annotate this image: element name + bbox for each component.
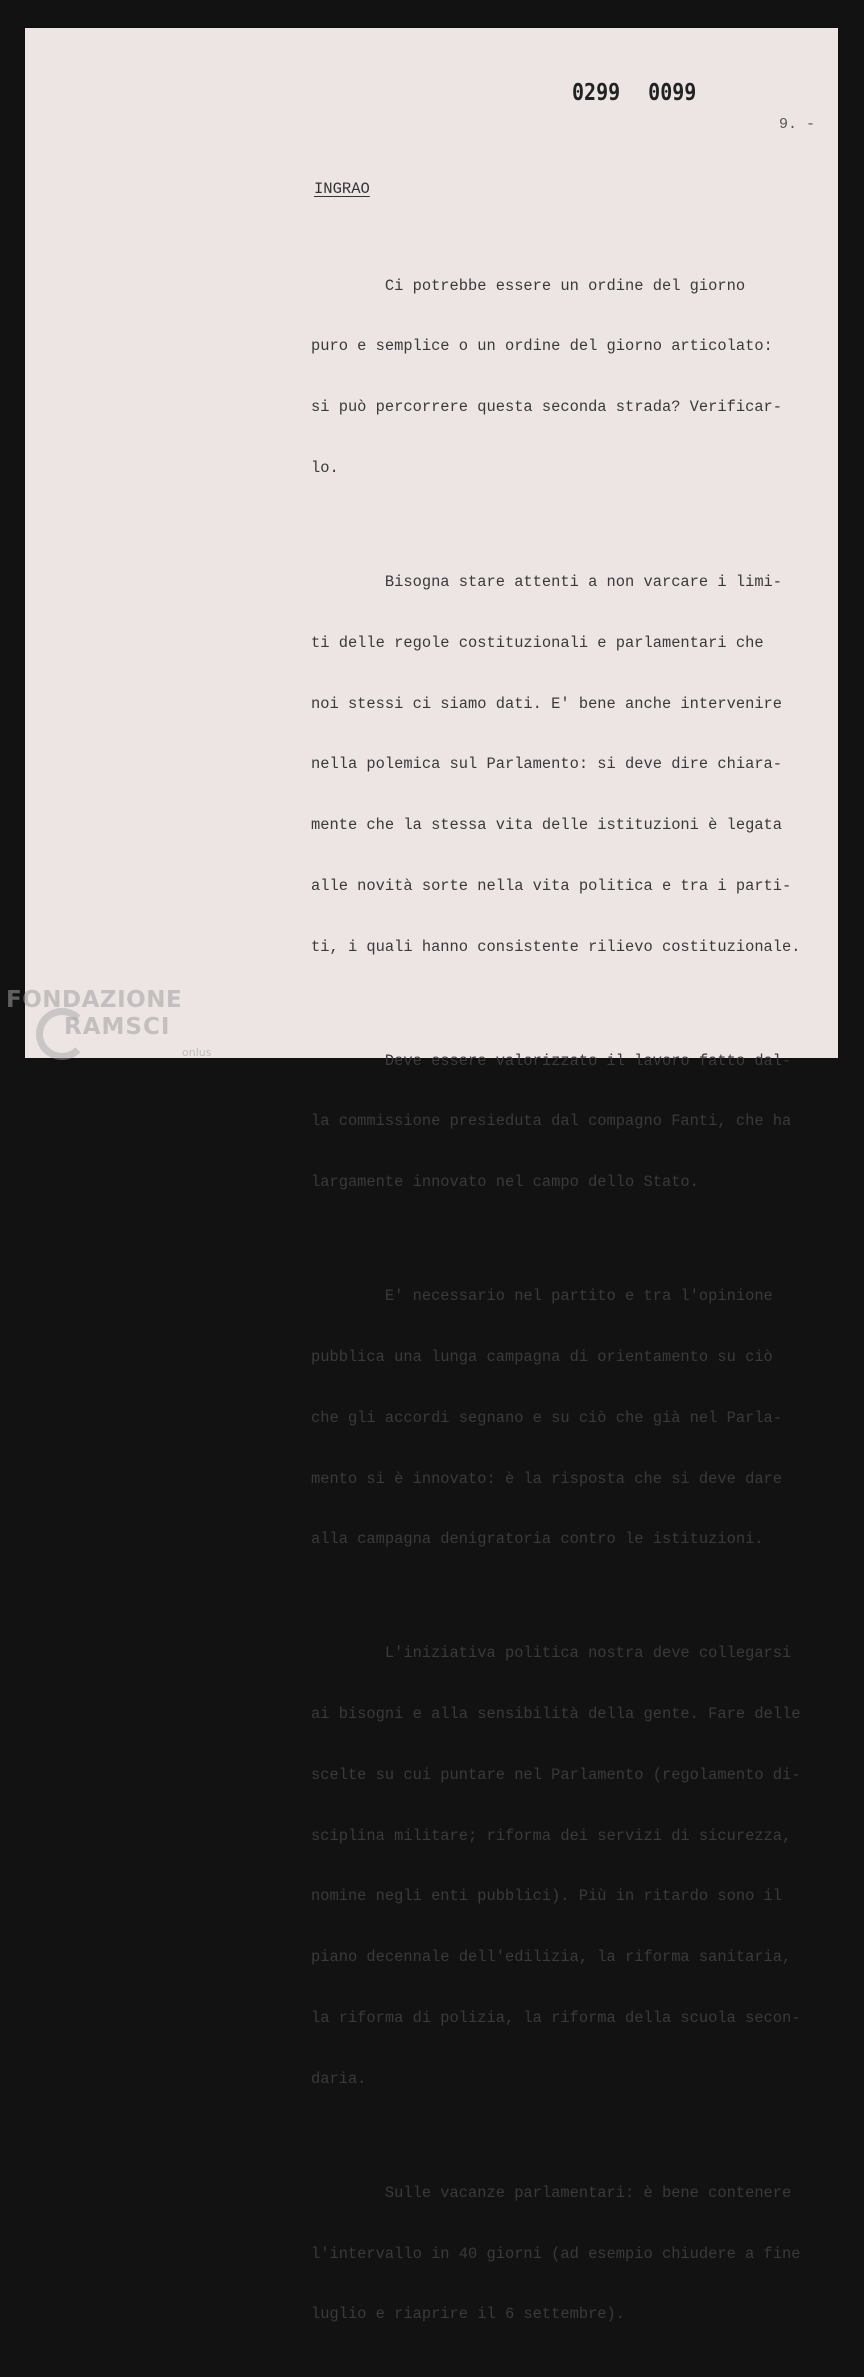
text-line: sciplina militare; riforma dei servizi di sicurezza, (311, 1826, 792, 1845)
text-line: alla campagna denigratoria contro le istituzioni. (311, 1530, 764, 1549)
text-line: E' necessario nel partito e tra l'opinione (311, 1286, 773, 1305)
text-line: largamente innovato nel campo dello Stato. (311, 1173, 699, 1192)
text-line: alle novità sorte nella vita politica e tra i parti- (311, 877, 792, 896)
text-line: noi stessi ci siamo dati. E' bene anche intervenire (311, 694, 783, 713)
archive-stamp (572, 78, 696, 106)
text-line: Sulle vacanze parlamentari: è bene contenere (311, 2183, 792, 2202)
text-line: nella polemica sul Parlamento: si deve dire chiara- (311, 755, 783, 774)
paragraph-4 (311, 1245, 841, 1590)
paragraph-5 (311, 1602, 841, 2130)
text-line: ti, i quali hanno consistente rilievo costituzionale. (311, 938, 801, 957)
fondazione-gramsci-watermark (6, 986, 216, 1059)
text-line: piano decennale dell'edilizia, la riforma sanitaria, (311, 1948, 792, 1967)
text-line: la riforma di polizia, la riforma della scuola secon- (311, 2009, 801, 2028)
paragraph-6 (311, 2142, 841, 2365)
text-line: scelte su cui puntare nel Parlamento (regolamento di- (311, 1765, 801, 1784)
text-line: Ci potrebbe essere un ordine del giorno (311, 276, 746, 295)
gramsci-g-logo-icon (36, 1008, 88, 1060)
paragraph-3 (311, 1010, 841, 1233)
text-line: l'intervallo in 40 giorni (ad esempio chiudere a fine (311, 2244, 801, 2263)
watermark-suffix: onlus (182, 1046, 212, 1059)
text-line: ai bisogni e alla sensibilità della gente. Fare delle (311, 1704, 801, 1723)
text-line: puro e semplice o un ordine del giorno articolato: (311, 337, 773, 356)
text-line: la commissione presieduta dal compagno Fanti, che ha (311, 1112, 792, 1131)
text-line: che gli accordi segnano e su ciò che già nel Parla- (311, 1408, 783, 1427)
text-line: pubblica una lunga campagna di orientamento su ciò (311, 1347, 773, 1366)
text-line: Deve essere valorizzato il lavoro fatto dal- (311, 1051, 792, 1070)
stamp-number-left: 0299 (572, 78, 621, 106)
watermark-line-2-text: RAMSCI (64, 1014, 171, 1040)
text-line: L'iniziativa politica nostra deve collegarsi (311, 1643, 792, 1662)
page-number: 9. - (779, 116, 816, 133)
text-line: nomine negli enti pubblici). Più in ritardo sono il (311, 1887, 783, 1906)
text-line: mente che la stessa vita delle istituzioni è legata (311, 816, 783, 835)
watermark-line-2 (6, 1014, 216, 1040)
text-line: si può percorrere questa seconda strada? Verificar- (311, 398, 783, 417)
text-line: lo. (311, 459, 339, 478)
document-body (311, 235, 841, 2377)
paragraph-1 (311, 235, 841, 519)
text-line: daria. (311, 2070, 367, 2089)
paragraph-2 (311, 531, 841, 998)
document-page (25, 28, 838, 2324)
text-line: Bisogna stare attenti a non varcare i limi- (311, 572, 783, 591)
text-line: ti delle regole costituzionali e parlamentari che (311, 633, 764, 652)
text-line: luglio e riaprire il 6 settembre). (311, 2305, 626, 2324)
watermark-line-1: FONDAZIONE (6, 987, 183, 1013)
speaker-name: INGRAO (314, 180, 370, 198)
stamp-number-right: 0099 (648, 78, 697, 106)
text-line: mento si è innovato: è la risposta che si deve dare (311, 1469, 783, 1488)
